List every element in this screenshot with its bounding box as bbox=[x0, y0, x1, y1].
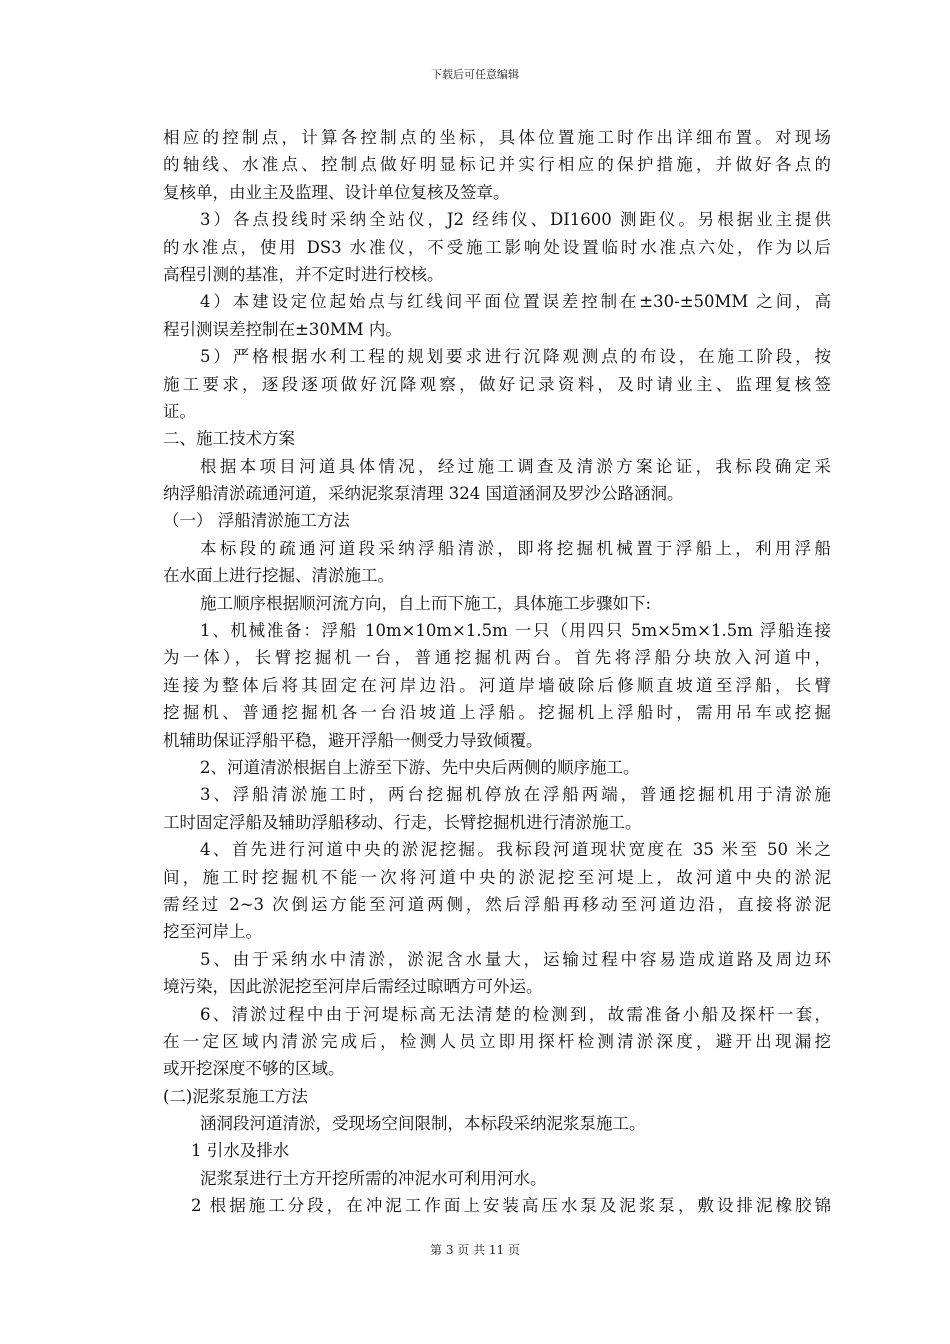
text-line: 证。 bbox=[163, 401, 196, 421]
text-line: 相应的控制点，计算各控制点的坐标，具体位置施工时作出详细布置。对现场 bbox=[163, 128, 831, 147]
document-body bbox=[163, 124, 831, 1220]
text-line: 2 根据施工分段，在冲泥工作面上安装高压水泵及泥浆泵，敷设排泥橡胶锦 bbox=[191, 1196, 831, 1216]
text-line: 4、首先进行河道中央的淤泥挖掘。我标段河道现状宽度在 35 米至 50 米之 bbox=[200, 840, 831, 860]
subsection-heading: (二)泥浆泵施工方法 bbox=[163, 1086, 308, 1106]
text-line: 施工顺序根据顺河流方向，自上而下施工，具体施工步骤如下: bbox=[200, 593, 652, 613]
text-line: 6、清淤过程中由于河堤标高无法清楚的检测到，故需准备小船及探杆一套， bbox=[200, 1004, 831, 1024]
subsection-heading: （一） 浮船清淤施工方法 bbox=[163, 511, 350, 531]
text-line: 施工要求，逐段逐项做好沉降观察，做好记录资料，及时请业主、监理复核签 bbox=[163, 374, 831, 394]
text-line: 4）本建设定位起始点与红线间平面位置误差控制在±30-±50MM 之间，高 bbox=[200, 292, 831, 312]
text-line: 为一体），长臂挖掘机一台，普通挖掘机两台。首先将浮船分块放入河道中， bbox=[163, 648, 831, 668]
text-line: 1 引水及排水 bbox=[191, 1141, 290, 1161]
page-footer: 第 3 页 共 11 页 bbox=[430, 1243, 520, 1257]
text-line: 根据本项目河道具体情况，经过施工调查及清淤方案论证，我标段确定采 bbox=[200, 456, 831, 476]
text-line: 工时固定浮船及辅助浮船移动、行走，长臂挖掘机进行清淤施工。 bbox=[163, 812, 642, 832]
text-line: 复核单，由业主及监理、设计单位复核及签章。 bbox=[163, 182, 510, 202]
text-line: 在一定区域内清淤完成后，检测人员立即用探杆检测清淤深度，避开出现漏挖 bbox=[163, 1031, 831, 1051]
text-line: 高程引测的基准，并不定时进行校核。 bbox=[163, 264, 444, 284]
text-line: 挖掘机、普通挖掘机各一台沿坡道上浮船。挖掘机上浮船时，需用吊车或挖掘 bbox=[163, 703, 831, 723]
text-line: 5、由于采纳水中清淤，淤泥含水量大，运输过程中容易造成道路及周边环 bbox=[200, 949, 831, 969]
text-line: 2、河道清淤根据自上游至下游、先中央后两侧的顺序施工。 bbox=[200, 757, 640, 777]
text-line: 境污染，因此淤泥挖至河岸后需经过晾晒方可外运。 bbox=[163, 977, 543, 997]
text-line: 3、浮船清淤施工时，两台挖掘机停放在浮船两端，普通挖掘机用于清淤施 bbox=[200, 785, 831, 805]
text-line: 的水准点，使用 DS3 水准仪，不受施工影响处设置临时水准点六处，作为以后 bbox=[163, 237, 831, 257]
text-line: 间，施工时挖掘机不能一次将河道中央的淤泥挖至河堤上，故河道中央的淤泥 bbox=[163, 867, 831, 887]
text-line: 涵洞段河道清淤，受现场空间限制，本标段采纳泥浆泵施工。 bbox=[200, 1114, 646, 1134]
text-line: 在水面上进行挖掘、清淤施工。 bbox=[163, 566, 394, 586]
text-line: 的轴线、水准点、控制点做好明显标记并实行相应的保护措施，并做好各点的 bbox=[163, 155, 831, 175]
text-line: 需经过 2~3 次倒运方能至河道两侧，然后浮船再移动至河道边沿，直接将淤泥 bbox=[163, 894, 831, 914]
text-line: 1、机械准备：浮船 10m×10m×1.5m 一只（用四只 5m×5m×1.5m 浮船连接 bbox=[200, 621, 831, 641]
text-line: 5）严格根据水利工程的规划要求进行沉降观测点的布设，在施工阶段，按 bbox=[200, 347, 831, 367]
text-line: 或开挖深度不够的区域。 bbox=[163, 1059, 345, 1079]
text-line: 纳浮船清淤疏通河道，采纳泥浆泵清理 324 国道涵洞及罗沙公路涵洞。 bbox=[163, 484, 684, 504]
section-heading: 二、施工技术方案 bbox=[163, 429, 295, 449]
page-header: 下载后可任意编辑 bbox=[431, 68, 519, 81]
text-line: 本标段的疏通河道段采纳浮船清淤，即将挖掘机械置于浮船上，利用浮船 bbox=[200, 538, 831, 558]
text-line: 程引测误差控制在±30MM 内。 bbox=[163, 319, 402, 339]
text-line: 泥浆泵进行土方开挖所需的冲泥水可利用河水。 bbox=[200, 1168, 547, 1188]
text-line: 连接为整体后将其固定在河岸边沿。河道岸墙破除后修顺直坡道至浮船，长臂 bbox=[163, 675, 831, 695]
text-line: 3）各点投线时采纳全站仪，J2 经纬仪、DI1600 测距仪。另根据业主提供 bbox=[200, 210, 831, 230]
text-line: 挖至河岸上。 bbox=[163, 922, 262, 942]
text-line: 机辅助保证浮船平稳，避开浮船一侧受力导致倾覆。 bbox=[163, 730, 543, 750]
